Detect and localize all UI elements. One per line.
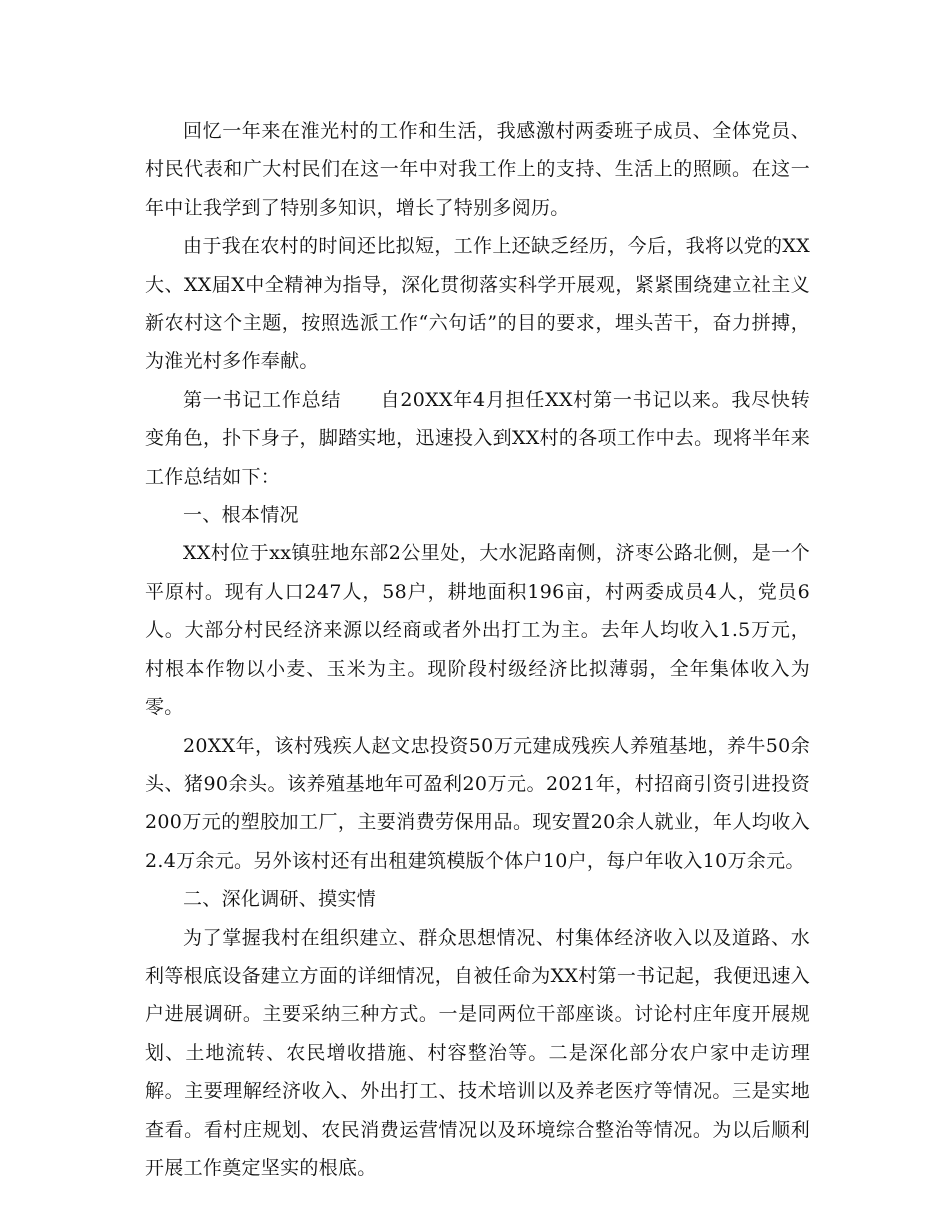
document-body (145, 112, 810, 1187)
paragraph-village-enterprises: 20XX年，该村残疾人赵文忠投资50万元建成残疾人养殖基地，养牛50余头、猪90余头。该养殖基地年可盈利20万元。2021年，村招商引资引进投资200万元的塑胶加工厂，主要消费劳保用品。现安置20余人就业，年人均收入2.4万余元。另外该村还有出租建筑模版个体户10户，每户年收入10万余元。 (145, 734, 810, 872)
paragraph-summary-intro: 第一书记工作总结 自20XX年4月担任XX村第一书记以来。我尽快转变角色，扑下身子，脚踏实地，迅速投入到XX村的各项工作中去。现将半年来工作总结如下： (145, 388, 810, 488)
paragraph-research-methods: 为了掌握我村在组织建立、群众思想情况、村集体经济收入以及道路、水利等根底设备建立方面的详细情况，自被任命为XX村第一书记起，我便迅速入户进展调研。主要采纳三种方式。一是同两位干部座谈。讨论村庄年度开展规划、土地流转、农民增收措施、村容整治等。二是深化部分农户家中走访理解。主要理解经济收入、外出打工、技术培训以及养老医疗等情况。三是实地查看。看村庄规划、农民消费运营情况以及环境综合整治等情况。为以后顺利开展工作奠定坚实的根底。 (145, 926, 810, 1179)
paragraph-village-overview: XX村位于xx镇驻地东部2公里处，大水泥路南侧，济枣公路北侧，是一个平原村。现有人口247人，58户，耕地面积196亩，村两委成员4人，党员6人。大部分村民经济来源以经商或者外出打工为主。去年人均收入1.5万元，村根本作物以小麦、玉米为主。现阶段村级经济比拟薄弱，全年集体收入为零。 (145, 542, 810, 719)
section-heading-research: 二、深化调研、摸实情 (183, 888, 377, 911)
paragraph-closing-reflection: 回忆一年来在淮光村的工作和生活，我感激村两委班子成员、全体党员、村民代表和广大村民们在这一年中对我工作上的支持、生活上的照顾。在这一年中让我学到了特别多知识，增长了特别多阅历。 (145, 120, 810, 219)
section-heading-basic-situation: 一、根本情况 (183, 504, 299, 527)
paragraph-future-commitment: 由于我在农村的时间还比拟短，工作上还缺乏经历，今后，我将以党的XX大、XX届X中全精神为指导，深化贯彻落实科学开展观，紧紧围绕建立社主义新农村这个主题，按照选派工作“六句话”的目的要求，埋头苦干，奋力拼搏，为淮光村多作奉献。 (145, 235, 810, 373)
